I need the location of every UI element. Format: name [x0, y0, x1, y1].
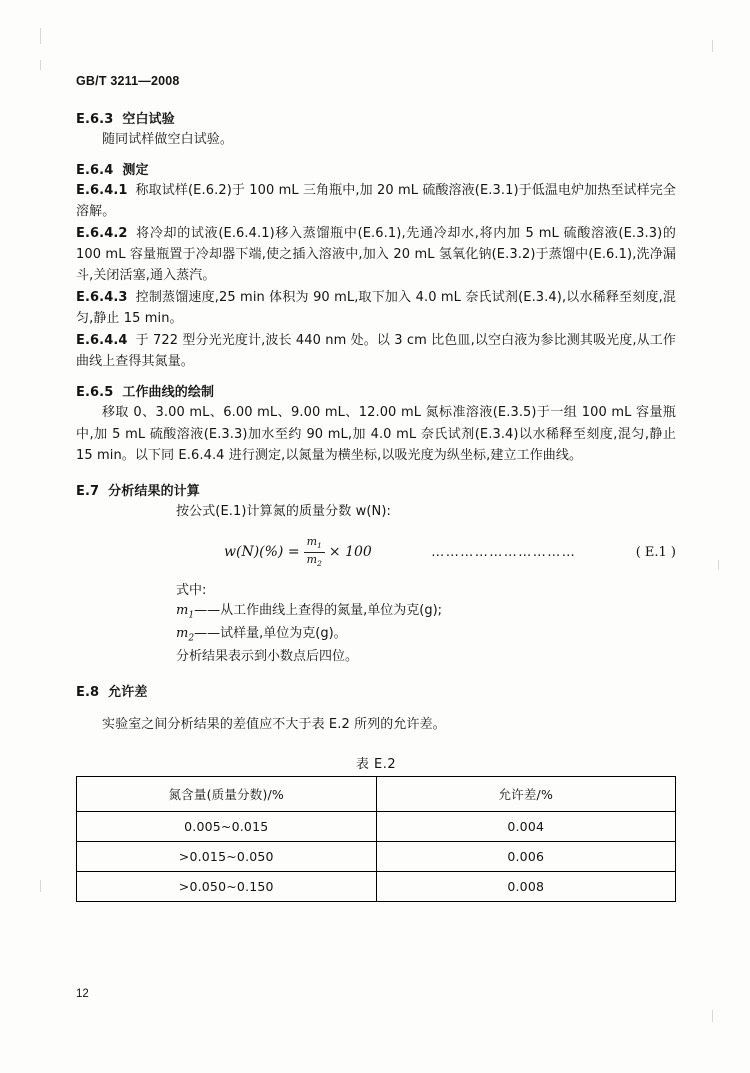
- section-heading-e8: [76, 681, 676, 700]
- definition-text: ——从工作曲线上查得的氮量,单位为克(g);: [194, 602, 443, 618]
- definition-subscript: 1: [188, 610, 195, 621]
- section-number: E.6.3: [76, 112, 114, 127]
- paragraph-e63: 随同试样做空白试验。: [102, 132, 234, 147]
- section-number: E.6.5: [76, 385, 114, 401]
- cell-allowable-difference: 0.004: [376, 812, 676, 842]
- cell-nitrogen-range: >0.015~0.050: [77, 842, 377, 872]
- paragraph-e641: [76, 180, 676, 222]
- formula-fraction: [304, 536, 325, 569]
- table-row: [77, 872, 676, 902]
- paragraph-e8: 实验室之间分析结果的差值应不大于表 E.2 所列的允许差。: [102, 717, 446, 733]
- cell-allowable-difference: 0.006: [376, 842, 676, 872]
- denominator-subscript: 2: [317, 558, 322, 568]
- page-number: 12: [76, 988, 89, 1000]
- formula-denominator: [304, 553, 325, 569]
- clause-text-e643: 控制蒸馏速度,25 min 体积为 90 mL,取下加入 4.0 mL 奈氏试剂(E.3.4),以水稀释至刻度,混匀,静止 15 min。: [76, 290, 676, 327]
- registration-mark: [712, 1010, 713, 1022]
- numerator-symbol: m: [306, 534, 318, 548]
- cell-nitrogen-range: 0.005~0.015: [77, 812, 377, 842]
- table-row: [77, 842, 676, 872]
- numerator-subscript: 1: [317, 540, 322, 550]
- section-number: E.6.4: [76, 163, 114, 179]
- paragraph-e644: [76, 330, 676, 372]
- column-header-allowable-difference: 允许差/%: [376, 777, 676, 812]
- registration-mark: [40, 28, 41, 44]
- section-title: 分析结果的计算: [108, 483, 200, 499]
- clause-number-e641: E.6.4.1: [76, 183, 128, 199]
- section-heading-e65: [76, 381, 676, 400]
- definition-symbol: m: [176, 602, 189, 618]
- symbol-definitions: [76, 600, 676, 668]
- definition-m1: [176, 600, 676, 623]
- formula-e1: [76, 536, 676, 569]
- section-heading-e64: [76, 159, 676, 178]
- allowable-difference-table: [76, 776, 676, 902]
- section-heading-e7: [76, 480, 676, 499]
- table-caption: 表 E.2: [355, 757, 397, 773]
- paragraph-e65: 移取 0、3.00 mL、6.00 mL、9.00 mL、12.00 mL 氮标准溶液(E.3.5)于一组 100 mL 容量瓶中,加 5 mL 硫酸溶液(E.3.3)加水至约 90 mL,加 4.0 mL 奈氏试剂(E.3.4)以水稀释至刻度,混匀,静止 15 min。以下同 E.6.4.4 进行测定,以氮量为横坐标,以吸光度为纵坐标,建立工作曲线。: [76, 405, 676, 463]
- section-title: 允许差: [108, 685, 148, 701]
- formula-rhs: × 100: [328, 544, 372, 561]
- denominator-symbol: m: [306, 552, 318, 566]
- page-content: [76, 74, 676, 902]
- section-number: E.8: [76, 685, 100, 701]
- definition-subscript: 2: [188, 633, 195, 644]
- paragraph-e642: [76, 223, 676, 286]
- clause-text-e644: 于 722 型分光光度计,波长 440 nm 处。以 3 cm 比色皿,以空白液为参比测其吸光度,从工作曲线上查得其氮量。: [76, 333, 676, 370]
- clause-text-e642: 将冷却的试液(E.6.4.1)移入蒸馏瓶中(E.6.1),先通冷却水,将内加 5 mL 硫酸溶液(E.3.3)的 100 mL 容量瓶置于冷却器下端,使之插入溶液中,加入 20 mL 氢氧化钠(E.3.2)于蒸馏中(E.6.1),洗净漏斗,关闭活塞,通入蒸汽。: [76, 226, 676, 284]
- clause-number-e643: E.6.4.3: [76, 290, 128, 306]
- cell-allowable-difference: 0.008: [376, 872, 676, 902]
- table-row: [77, 812, 676, 842]
- formula-numerator: [304, 536, 325, 553]
- where-label: 式中:: [176, 582, 207, 598]
- section-title: 测定: [122, 163, 149, 179]
- definition-symbol: m: [176, 626, 189, 642]
- section-title: 空白试验: [122, 112, 175, 127]
- table-header-row: [77, 777, 676, 812]
- registration-mark: [40, 880, 41, 892]
- registration-mark: [40, 60, 41, 70]
- formula-number: ( E.1 ): [635, 544, 676, 560]
- definition-m2: [176, 623, 676, 646]
- clause-number-e642: E.6.4.2: [76, 226, 128, 242]
- paragraph-e643: [76, 287, 676, 329]
- formula-expression: [224, 536, 372, 569]
- clause-number-e644: E.6.4.4: [76, 333, 128, 349]
- section-number: E.7: [76, 483, 100, 499]
- section-title: 工作曲线的绘制: [122, 385, 215, 401]
- paragraph-e7-lead: 按公式(E.1)计算氮的质量分数 w(N):: [176, 503, 391, 519]
- registration-mark: [718, 560, 719, 570]
- definition-text: ——试样量,单位为克(g)。: [194, 626, 347, 642]
- clause-text-e641: 称取试样(E.6.2)于 100 mL 三角瓶中,加 20 mL 硫酸溶液(E.3.1)于低温电炉加热至试样完全溶解。: [76, 183, 676, 220]
- formula-leader-dots: …………………………: [431, 544, 577, 560]
- formula-lhs: w(N)(%) =: [224, 544, 300, 561]
- cell-nitrogen-range: >0.050~0.150: [77, 872, 377, 902]
- column-header-nitrogen-content: 氮含量(质量分数)/%: [77, 777, 377, 812]
- section-heading-e63: [76, 108, 676, 127]
- standard-number: GB/T 3211—2008: [76, 74, 180, 88]
- precision-note: 分析结果表示到小数点后四位。: [176, 649, 359, 665]
- registration-mark: [712, 40, 713, 52]
